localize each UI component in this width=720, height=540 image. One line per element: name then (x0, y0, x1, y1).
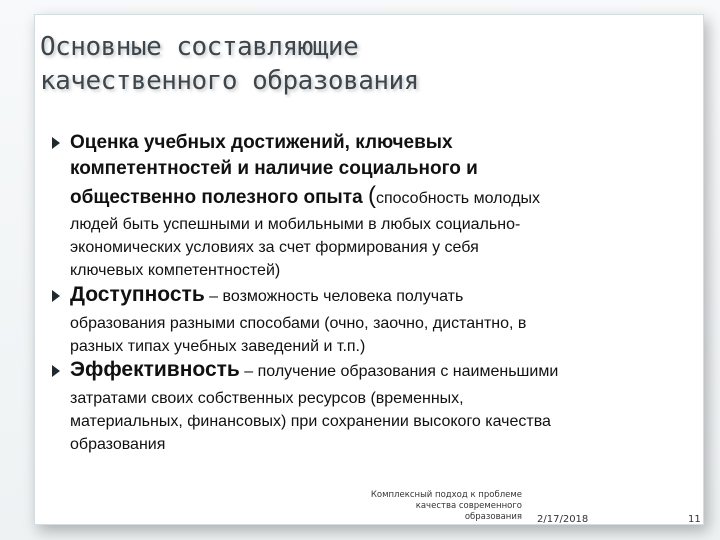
footer-line: Комплексный подход к проблеме (370, 490, 522, 500)
item-normal-text: – возможность человека получать (204, 288, 464, 305)
item-text: затратами своих собственных ресурсов (временных, (70, 390, 464, 407)
item-text: ключевых компетентностей) (70, 262, 281, 279)
item-text (70, 355, 684, 387)
item-text (70, 280, 684, 312)
footer-line: образования (464, 512, 522, 522)
title-line: качественного образования (40, 66, 419, 96)
footer-line: качества современного (415, 501, 522, 511)
item-text: разных типах учебных заведений и т.п.) (70, 338, 366, 355)
slide-title (40, 30, 600, 98)
list-item (44, 355, 684, 456)
item-text (70, 182, 684, 213)
list-item (44, 280, 684, 355)
page-number: 11 (688, 514, 701, 525)
item-text: экономических условиях за счет формирования у себя (70, 239, 479, 256)
item-text: компетентностей и наличие социального и (70, 158, 478, 179)
item-bold-text: Доступность (70, 283, 205, 306)
item-text: людей быть успешными и мобильными в любых социально- (70, 216, 521, 233)
triangle-bullet-icon (52, 137, 60, 149)
item-paren: ( (367, 182, 376, 209)
list-item (44, 130, 684, 280)
triangle-bullet-icon (52, 365, 60, 377)
footer-date: 2/17/2018 (537, 514, 589, 525)
item-text: материальных, финансовых) при сохранении высокого качества (70, 413, 551, 430)
item-normal-text: способность молодых (375, 190, 541, 207)
title-line: Основные составляющие (40, 32, 359, 62)
item-bold-text: Эффективность (70, 358, 240, 381)
triangle-bullet-icon (52, 290, 60, 302)
item-bold-text: общественно полезного опыта (70, 187, 368, 208)
footer-title (330, 490, 522, 523)
item-normal-text: – получение образования с наименьшими (239, 363, 559, 380)
item-text: образования (70, 436, 166, 453)
item-text: образования разными способами (очно, заочно, дистантно, в (70, 315, 527, 332)
bullet-list (44, 130, 684, 456)
item-text: Оценка учебных достижений, ключевых (70, 132, 453, 153)
